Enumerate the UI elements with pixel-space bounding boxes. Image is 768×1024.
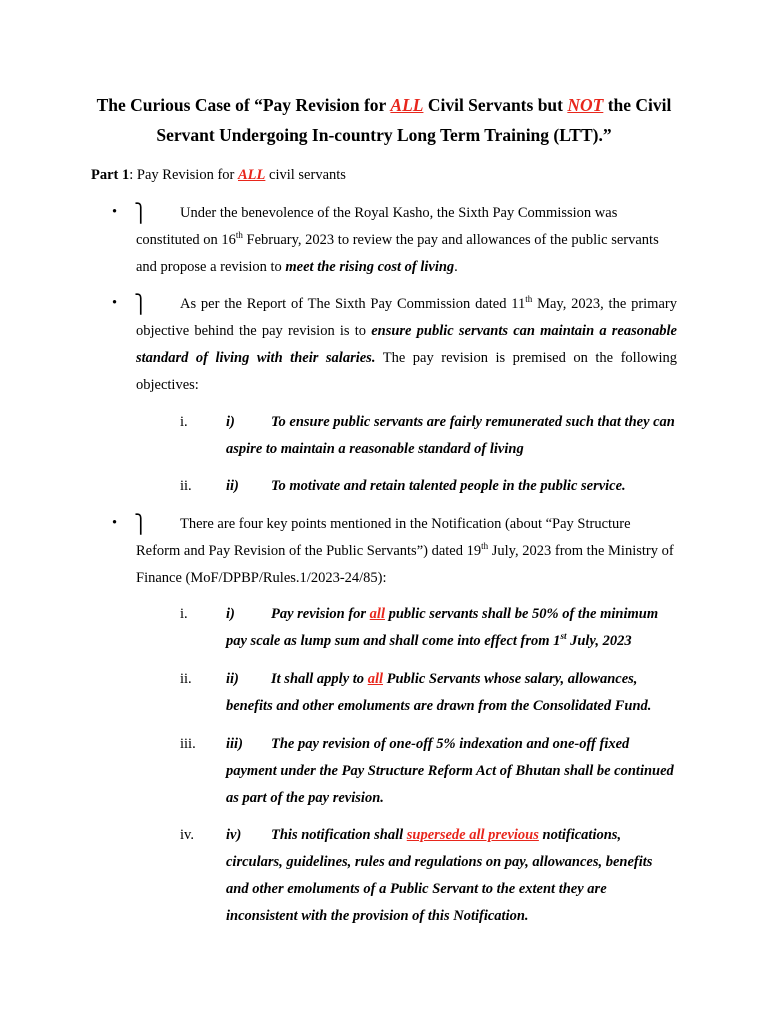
emphasis-cost-of-living: meet the rising cost of living	[285, 259, 455, 275]
paragraph-3: There are four key points mentioned in the Notification (about “Pay Structure Reform and Pay Revision of the Public Servants”) dated 19th July, 2023 from the Ministry of Finance (MoF/DPBP/Rules.1/2023-24/85):	[136, 516, 674, 586]
paragraph-2: As per the Report of The Sixth Pay Commission dated 11th May, 2023, the primary objective behind the pay revision is to ensure public servants can maintain a reasonable standard of living with their salaries. The pay revision is premised on the following objectives:	[136, 294, 677, 393]
highlight-all: all	[367, 671, 383, 687]
emphasis-standard-of-living: ensure public servants can maintain a reasonable standard of living with their salaries.	[136, 323, 677, 366]
bullet-mark-icon: ⎫	[134, 203, 148, 223]
notification-point: iii) The pay revision of one-off 5% indexation and one-off fixed payment under the Pay Structure Reform Act of Bhutan shall be continued as part of the pay revision.	[226, 736, 674, 806]
part1-heading: Part 1: Pay Revision for ALL civil servants	[91, 167, 346, 183]
list-numeral: ii.	[180, 478, 192, 494]
title-all-emphasis: ALL	[390, 95, 424, 115]
objective-item: ii) To motivate and retain talented people in the public service.	[226, 478, 626, 494]
part1-all-emphasis: ALL	[238, 167, 266, 183]
title-not-emphasis: NOT	[567, 95, 604, 115]
notification-point: ii) It shall apply to all Public Servants whose salary, allowances, benefits and other emoluments are drawn from the Consolidated Fund.	[226, 671, 652, 714]
highlight-supersede: supersede all previous	[406, 827, 539, 843]
list-numeral: i.	[180, 414, 188, 430]
bullet-dot: •	[112, 515, 118, 531]
bullet-dot: •	[112, 204, 118, 220]
notification-point: iv) This notification shall supersede all previous notifications, circulars, guidelines, rules and regulations on pay, allowances, benefits and other emoluments of a Public Servant to the extent they are inconsistent with the provision of this Notification.	[226, 827, 653, 924]
bullet-mark-icon: ⎫	[134, 294, 148, 314]
highlight-all: all	[369, 606, 385, 622]
part1-label: Part 1	[91, 167, 130, 183]
list-numeral: iv.	[180, 827, 194, 843]
list-numeral: iii.	[180, 736, 196, 752]
bullet-dot: •	[112, 295, 118, 311]
notification-point: i) Pay revision for all public servants shall be 50% of the minimum pay scale as lump sum and shall come into effect from 1st July, 2023	[226, 606, 659, 649]
list-numeral: i.	[180, 606, 188, 622]
list-numeral: ii.	[180, 671, 192, 687]
objective-item: i) To ensure public servants are fairly remunerated such that they can aspire to maintain a reasonable standard of living	[226, 414, 675, 457]
bullet-mark-icon: ⎫	[134, 514, 148, 534]
paragraph-1: Under the benevolence of the Royal Kasho, the Sixth Pay Commission was constituted on 16th February, 2023 to review the pay and allowances of the public servants and propose a revision to meet the rising cost of living.	[136, 205, 659, 275]
document-title: The Curious Case of “Pay Revision for ALL Civil Servants but NOT the Civil Servant Undergoing In-country Long Term Training (LTT).”	[96, 95, 672, 145]
